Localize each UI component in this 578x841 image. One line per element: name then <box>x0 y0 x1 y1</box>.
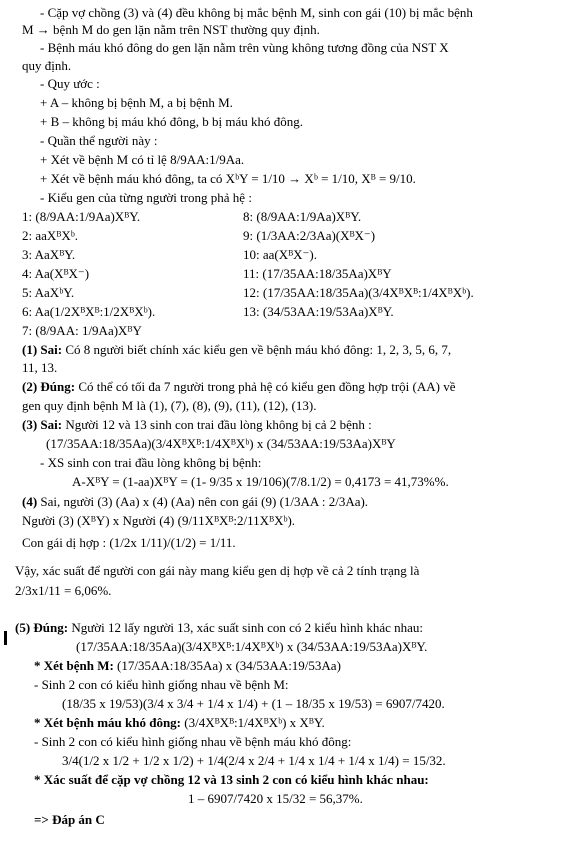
line-text: 2: aaXᴮXᵇ. <box>22 228 78 243</box>
text-line <box>243 266 392 282</box>
line-text: M → bệnh M do gen lặn nằm trên NST thường quy định. <box>22 22 320 37</box>
line-text: gen quy định bệnh M là (1), (7), (8), (9), (11), (12), (13). <box>22 398 317 413</box>
line-text: 9: (1/3AA:2/3Aa)(XᴮX⁻) <box>243 228 376 243</box>
text-line <box>22 360 57 376</box>
line-text: 11: (17/35AA:18/35Aa)XᴮY <box>243 266 392 281</box>
line-text: 8: (8/9AA:1/9Aa)XᴮY. <box>243 209 362 224</box>
line-text: 2/3x1/11 = 6,06%. <box>15 583 112 598</box>
bold-label: => Đáp án C <box>34 812 105 827</box>
text-line <box>22 535 236 551</box>
line-text: Con gái dị hợp : (1/2x 1/11)/(1/2) = 1/11. <box>22 535 236 550</box>
line-text: - Cặp vợ chồng (3) và (4) đều không bị mắc bệnh M, sinh con gái (10) bị mắc bệnh <box>40 5 473 20</box>
line-text: 1 – 6907/7420 x 15/32 = 56,37%. <box>188 791 363 806</box>
text-line <box>46 436 396 452</box>
line-text: Người 12 và 13 sinh con trai đầu lòng không bị cả 2 bệnh : <box>62 417 372 432</box>
line-text: (18/35 x 19/53)(3/4 x 3/4 + 1/4 x 1/4) + (1 – 18/35 x 19/53) = 6907/7420. <box>62 696 445 711</box>
text-line <box>22 342 451 358</box>
text-line <box>40 455 261 471</box>
text-line <box>34 734 351 750</box>
line-text: 11, 13. <box>22 360 58 375</box>
line-text: Vậy, xác suất để người con gái này mang kiểu gen dị hợp về cả 2 tính trạng là <box>15 563 420 578</box>
line-text: 7: (8/9AA: 1/9Aa)XᴮY <box>22 323 142 338</box>
text-line <box>40 190 252 206</box>
text-line <box>40 152 244 168</box>
text-line <box>34 772 429 788</box>
line-text: Người (3) (XᴮY) x Người (4) (9/11XᴮXᴮ:2/11XᴮXᵇ). <box>22 513 296 528</box>
bold-label: * Xác suất để cặp vợ chồng 12 và 13 sinh 2 con có kiểu hình khác nhau: <box>34 772 429 787</box>
text-line <box>22 304 155 320</box>
line-text: - Sinh 2 con có kiểu hình giống nhau về bệnh M: <box>34 677 289 692</box>
line-text: Người 12 lấy người 13, xác suất sinh con có 2 kiểu hình khác nhau: <box>68 620 424 635</box>
text-line <box>40 40 449 56</box>
line-text: 4: Aa(XᴮX⁻) <box>22 266 90 281</box>
text-line <box>22 494 368 510</box>
text-line <box>62 753 446 769</box>
line-text: - Bệnh máu khó đông do gen lặn nằm trên vùng không tương đồng của NST X <box>40 40 449 55</box>
line-text: 5: AaXᵇY. <box>22 285 75 300</box>
text-line <box>76 639 427 655</box>
bold-label: (4) <box>22 494 38 509</box>
text-line <box>243 228 375 244</box>
line-text: + B – không bị máu khó đông, b bị máu khó đông. <box>40 114 303 129</box>
text-line <box>34 715 325 731</box>
line-text: - XS sinh con trai đầu lòng không bị bệnh: <box>40 455 262 470</box>
line-text: Sai, người (3) (Aa) x (4) (Aa) nên con gái (9) (1/3AA : 2/3Aa). <box>37 494 369 509</box>
line-text: - Sinh 2 con có kiểu hình giống nhau về bệnh máu khó đông: <box>34 734 352 749</box>
margin-mark <box>4 631 7 645</box>
bold-label: (1) Sai: <box>22 342 63 357</box>
text-line <box>22 22 320 38</box>
line-text: - Kiểu gen của từng người trong phả hệ : <box>40 190 252 205</box>
line-text: (17/35AA:18/35Aa) x (34/53AA:19/53Aa) <box>113 658 341 673</box>
line-text: 13: (34/53AA:19/53Aa)XᴮY. <box>243 304 394 319</box>
line-text: Có thể có tối đa 7 người trong phả hệ có kiểu gen đồng hợp trội (AA) về <box>75 379 456 394</box>
line-text: + A – không bị bệnh M, a bị bệnh M. <box>40 95 233 110</box>
text-line <box>243 209 361 225</box>
text-line <box>243 304 394 320</box>
bold-label: * Xét bệnh M: <box>34 658 114 673</box>
line-text: 10: aa(XᴮX⁻). <box>243 247 317 262</box>
line-text: - Quần thể người này : <box>40 133 158 148</box>
line-text: Có 8 người biết chính xác kiểu gen về bệnh máu khó đông: 1, 2, 3, 5, 6, 7, <box>62 342 452 357</box>
bold-label: (3) Sai: <box>22 417 63 432</box>
bold-label: (5) Đúng: <box>15 620 69 635</box>
bold-label: (2) Đúng: <box>22 379 76 394</box>
bold-label: * Xét bệnh máu khó đông: <box>34 715 182 730</box>
line-text: + Xét về bệnh máu khó đông, ta có XᵇY = 1/10 → Xᵇ = 1/10, Xᴮ = 9/10. <box>40 171 416 186</box>
text-line <box>22 209 140 225</box>
line-text: 3/4(1/2 x 1/2 + 1/2 x 1/2) + 1/4(2/4 x 2/4 + 1/4 x 1/4 + 1/4 x 1/4) = 15/32. <box>62 753 446 768</box>
text-line <box>15 563 419 579</box>
line-text: - Quy ước : <box>40 76 100 91</box>
text-line <box>34 658 341 674</box>
text-line <box>22 379 455 395</box>
text-line <box>188 791 363 807</box>
text-line <box>22 513 295 529</box>
text-line <box>62 696 445 712</box>
text-line <box>22 266 89 282</box>
text-line <box>22 398 316 414</box>
line-text: 3: AaXᴮY. <box>22 247 76 262</box>
text-line <box>15 583 111 599</box>
text-line <box>15 620 423 636</box>
text-line <box>40 171 416 187</box>
line-text: 12: (17/35AA:18/35Aa)(3/4XᴮXᴮ:1/4XᴮXᵇ). <box>243 285 474 300</box>
line-text: 1: (8/9AA:1/9Aa)XᴮY. <box>22 209 141 224</box>
text-line <box>40 114 303 130</box>
text-line <box>34 677 289 693</box>
text-line <box>22 247 75 263</box>
text-line <box>22 417 372 433</box>
text-line <box>40 76 100 92</box>
text-line <box>40 95 233 111</box>
line-text: (17/35AA:18/35Aa)(3/4XᴮXᴮ:1/4XᴮXᵇ) x (34/53AA:19/53Aa)XᴮY. <box>76 639 428 654</box>
text-line <box>40 5 473 21</box>
line-text: A-XᴮY = (1-aa)XᴮY = (1- 9/35 x 19/106)(7/8.1/2) = 0,4173 = 41,73%%. <box>72 474 449 489</box>
text-line <box>22 323 142 339</box>
line-text: quy định. <box>22 58 72 73</box>
text-line <box>72 474 449 490</box>
text-line <box>34 812 105 828</box>
line-text: 6: Aa(1/2XᴮXᴮ:1/2XᴮXᵇ). <box>22 304 156 319</box>
line-text: (3/4XᴮXᴮ:1/4XᴮXᵇ) x XᴮY. <box>181 715 325 730</box>
text-line <box>243 285 474 301</box>
text-line <box>22 58 71 74</box>
line-text: + Xét về bệnh M có tỉ lệ 8/9AA:1/9Aa. <box>40 152 245 167</box>
text-line <box>22 228 78 244</box>
text-line <box>22 285 74 301</box>
line-text: (17/35AA:18/35Aa)(3/4XᴮXᴮ:1/4XᴮXᵇ) x (34/53AA:19/53Aa)XᴮY <box>46 436 396 451</box>
text-line <box>243 247 317 263</box>
text-line <box>40 133 158 149</box>
